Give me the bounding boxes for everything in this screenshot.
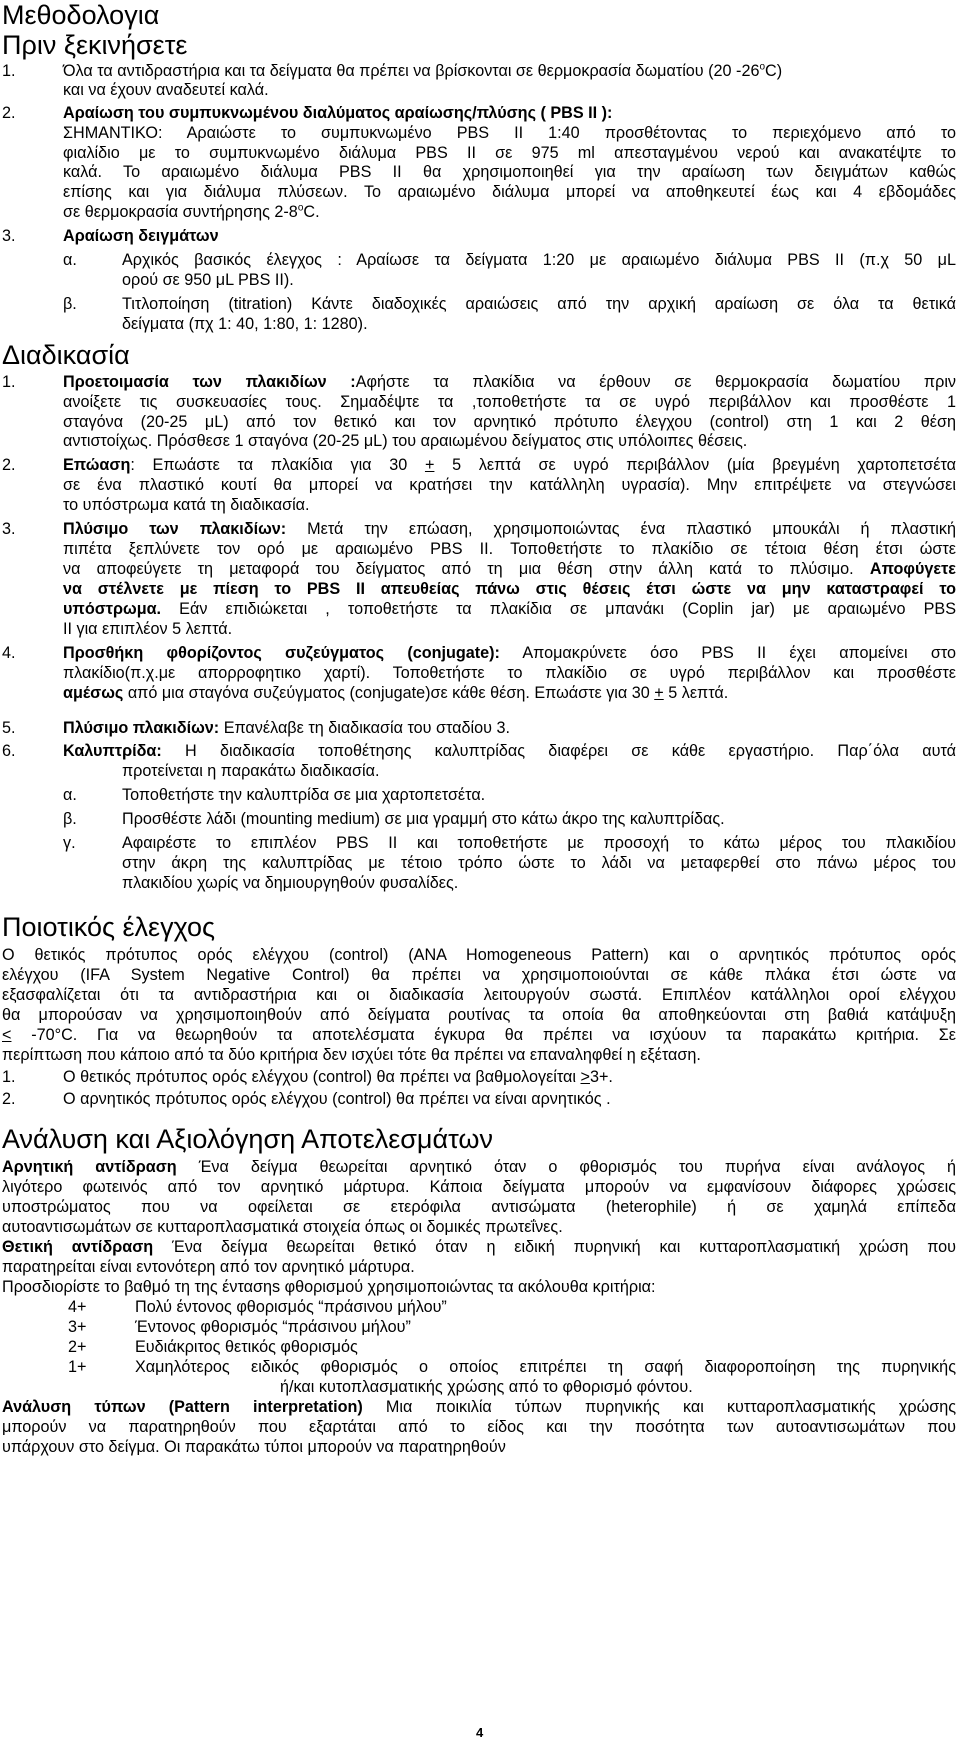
item3b-line1: Τιτλοποίηση (titration) Κάντε διαδοχικές αραιώσεις από την αρχική αραίωση σε όλα τα θετικά	[122, 295, 956, 313]
step3-line2: πιπέτα ξεπλύνετε τον ορό με αραιωμένο PBS II. Τοποθετήστε το πλακίδιο σε τέτοια θέση έτσι ώστε	[63, 540, 956, 558]
step2-line3: το υπόστρωμα κατά τη διαδικασία.	[63, 496, 310, 514]
item1-line2: και να έχουν αναδευτεί καλά.	[63, 81, 269, 99]
quality-line5: < -70°C. Για να θεωρηθούν τα αποτελέσματα έγκυρα θα πρέπει να ισχύουν τα παρακάτω κριτήρια. Σε	[2, 1026, 956, 1044]
step4-line1: Προσθήκη φθορίζοντος συζεύγματος (conjugate): Απομακρύνετε όσο PBS II έχει απομείνει στο	[63, 644, 956, 662]
negative-line2: λιγότερο φωτεινός από τον αρνητικό μάρτυρα. Κάποια δείγματα μπορούν να εμφανίσουν διάφορες χρώσεις	[2, 1178, 956, 1196]
analysis-title: Ανάλυση και Αξιολόγηση Αποτελεσμάτων	[2, 1124, 493, 1154]
step-number: 5.	[2, 719, 16, 737]
grade-label: 3+	[68, 1318, 87, 1336]
grade-4-text: Πολύ έντονος φθορισμός “πράσινου μήλου”	[135, 1298, 447, 1316]
step1-line2: ανοίξετε τις συσκευασίες τους. Σημαδέψτε τα ,τοποθετήστε τα σε υγρό περιβάλλον και προσθέστε 1	[63, 393, 956, 411]
quality-line2: ελέγχου (IFA System Negative Control) θα πρέπει να χρησιμοποιούνται σε κάθε πλάκα έτσι ώστε να	[2, 966, 956, 984]
step-number: 1.	[2, 373, 16, 391]
pattern-line3: υπάρχουν στο δείγμα. Οι παρακάτω τύποι μπορούν να παρατηρηθούν	[2, 1438, 506, 1456]
item3-title: Αραίωση δειγμάτων	[63, 227, 219, 245]
item2-line5: σε θερμοκρασία συντήρησης 2-8$^o$C.	[63, 202, 320, 221]
before-start-heading: Πριν ξεκινήσετε	[2, 30, 188, 60]
step5-line1: Πλύσιμο πλακιδίων: Επανέλαβε τη διαδικασία του σταδίου 3.	[63, 719, 510, 737]
step6-line2: προτείνεται η παρακάτω διαδικασία.	[122, 762, 380, 780]
step-number: 3.	[2, 520, 16, 538]
step3-line4: να στέλνετε με πίεση το PBS II απευθείας πάνω στις θέσεις έτσι ώστε να μην καταστραφεί το	[63, 580, 956, 598]
step1-line4: αντιστοίχως. Πρόσθεσε 1 σταγόνα (20-25 μL) του αραιωμένου δείγματος στις υπόλοιπες θέσεις.	[63, 432, 748, 450]
step1-line3: σταγόνα (20-25 μL) από τον θετικό και τον αρνητικό πρότυπο έλεγχου (control) στη 1 και 2 θέση	[63, 413, 956, 431]
item3b-line2: δείγματα (πχ 1: 40, 1:80, 1: 1280).	[122, 315, 368, 333]
quality-title: Ποιοτικός έλεγχος	[2, 912, 216, 942]
subitem-label: β.	[63, 810, 77, 828]
subitem-label: α.	[63, 786, 77, 804]
positive-line1: Θετική αντίδραση Ένα δείγμα θεωρείται θετικό όταν η ειδική πυρηνική και κυτταροπλασματική χρώση που	[2, 1238, 956, 1256]
grade-2-text: Ευδιάκριτος θετικός φθορισμός	[135, 1338, 358, 1356]
item-number: 3.	[2, 227, 16, 245]
step6b-line1: Προσθέστε λάδι (mounting medium) σε μια γραμμή στο κάτω άκρο της καλυπτρίδας.	[122, 810, 725, 828]
quality-line4: θα μπορούσαν να χρησιμοποιηθούν από δείγματα ρουτίνας τα οποία θα αποθηκεύονται στη βαθιά κατάψυξη	[2, 1006, 956, 1024]
grading-intro: Προσδιορίστε το βαθμό τη της έντασηs φθορισμού χρησιμοποιώντας τα ακόλουθα κριτήρια:	[2, 1278, 656, 1296]
step6g-line3: πλακιδίου χωρίς να δημιουργηθούν φυσαλίδες.	[122, 874, 459, 892]
grade-1-line2: ή/και κυτοπλασματικής χρώσης από το φθορισμό φόντου.	[280, 1378, 693, 1396]
criterion-number: 2.	[2, 1090, 16, 1108]
step6a-line1: Τοποθετήστε την καλυπτρίδα σε μια χαρτοπετσέτα.	[122, 786, 486, 804]
grade-3-text: Έντονος φθορισμός “πράσινου μήλου”	[135, 1318, 411, 1336]
pattern-line2: μπορούν να παρατηρηθούν που εξαρτάται από το είδος και την ποσότητα των αυτοαντισωμάτων που	[2, 1418, 956, 1436]
subitem-label: β.	[63, 295, 77, 313]
step2-line2: σε ένα πλαστικό κουτί θα μπορεί να κρατήσει την κατάλληλη υγρασία). Μην επιτρέψετε να στεγνώσει	[63, 476, 956, 494]
step1-line1: Προετοιμασία των πλακιδίων :Αφήστε τα πλακίδια να έρθουν σε θερμοκρασία δωματίου πριν	[63, 373, 957, 391]
negative-line1: Αρνητική αντίδραση Ένα δείγμα θεωρείται αρνητικό όταν ο φθορισμός του πυρήνα είναι ανάλογος ή	[2, 1158, 956, 1176]
item2-line1: ΣΗΜΑΝΤΙΚΟ: Αραιώστε το συμπυκνωμένο PBS II 1:40 προσθέτοντας το περιεχόμενο από το	[63, 124, 956, 142]
criterion-2: Ο αρνητικός πρότυπος ορός ελέγχου (control) θα πρέπει να είναι αρνητικός .	[63, 1090, 611, 1108]
step2-line1: Επώαση: Επωάστε τα πλακίδια για 30 + 5 λεπτά σε υγρό περιβάλλον (μία βρεγμένη χαρτοπετσέτα	[63, 456, 957, 474]
item3a-line1: Αρχικός βασικός έλεγχος : Αραίωσε τα δείγματα 1:20 με αραιωμένο διάλυμα PBS II (π.χ 50 μL	[122, 251, 956, 269]
item2-line2: φιαλίδιο με το συμπυκνωμένο διάλυμα PBS II σε 975 ml απεσταγμένου νερού και ανακατέψτε το	[63, 144, 956, 162]
item-number: 2.	[2, 104, 16, 122]
page-number: 4	[476, 1725, 484, 1740]
pattern-line1: Ανάλυση τύπων (Pattern interpretation) Μια ποικιλία τύπων πυρηνικής και κυτταροπλασματικής χρώσης	[2, 1398, 957, 1416]
step6-line1: Καλυπτρίδα: Η διαδικασία τοποθέτησης καλυπτρίδας διαφέρει σε κάθε εργαστήριο. Παρ΄όλα αυτά	[63, 742, 956, 760]
step4-line2: πλακίδιο(π.χ.με απορροφητικο χαρτί). Τοποθετήστε το πλακίδιο σε υγρό περιβάλλον και προσθέστε	[63, 664, 956, 682]
step4-line3: αμέσως από μια σταγόνα συζεύγματος (conjugate)σε κάθε θέση. Επωάστε για 30 + 5 λεπτά.	[63, 684, 729, 702]
item1-line1: Όλα τα αντιδραστήρια και τα δείγματα θα πρέπει να βρίσκονται σε θερμοκρασία δωματίου (20 -26$^o$C)	[63, 61, 783, 80]
step-number: 6.	[2, 742, 16, 760]
step3-line5: υπόστρωμα. Εάν επιδιώκεται , τοποθετήστε τα πλακίδια σε μπανάκι (Coplin jar) με αραιωμένο PBS	[63, 600, 956, 618]
step-number: 2.	[2, 456, 16, 474]
item2-line3: καλά. Το αραιωμένο διάλυμα PBS II θα χρησιμοποιηθεί για την αραίωση των δειγμάτων καθώς	[63, 163, 956, 181]
quality-line6: περίπτωση που κάποιο από τα δύο κριτήρια δεν ισχύει τότε θα πρέπει να επαναληφθεί η εξέταση.	[2, 1046, 701, 1064]
item3a-line2: ορού σε 950 μL PBS II).	[122, 271, 294, 289]
subitem-label: γ.	[63, 834, 76, 852]
quality-line3: εξασφαλίζεται ότι τα αντιδραστήρια και οι διαδικασία λειτουργούν σωστά. Επιπλέον κατάλληλοι οροί ελέγχου	[2, 986, 956, 1004]
subitem-label: α.	[63, 251, 77, 269]
criterion-number: 1.	[2, 1068, 16, 1086]
negative-line4: αυτοαντισωμάτων σε κυτταροπλασματικά στοιχεία όπως οι δομικές πρωτεΐνες.	[2, 1218, 563, 1236]
grade-label: 4+	[68, 1298, 87, 1316]
positive-line2: παρατηρείται είναι εντονότερη από τον αρνητικό μάρτυρα.	[2, 1258, 415, 1276]
step-number: 4.	[2, 644, 16, 662]
criterion-1: Ο θετικός πρότυπος ορός ελέγχου (control) θα πρέπει να βαθμολογείται >3+.	[63, 1068, 613, 1086]
step3-line6: II για επιπλέον 5 λεπτά.	[63, 620, 233, 638]
step3-line3: να αποφεύγετε τη μεταφορά του δείγματος από τη μια θέση στην άλλη κατά το πλύσιμο. Αποφύγετε	[63, 560, 956, 578]
procedure-title: Διαδικασία	[2, 340, 130, 370]
grade-label: 1+	[68, 1358, 87, 1376]
grade-1-line1: Χαμηλότερος ειδικός φθορισμός ο οποίος επιτρέπει τη σαφή διαφοροποίηση της πυρηνικής	[135, 1358, 956, 1376]
grade-label: 2+	[68, 1338, 87, 1356]
item-number: 1.	[2, 62, 16, 80]
negative-line3: υποστρώματος που να οφείλεται σε ετερόφιλα αντισώματα (heterophile) ή σε χαμηλά επίπεδα	[2, 1198, 956, 1216]
item2-line4: επίσης και για διάλυμα πλύσεων. Το αραιωμένο διάλυμα μπορεί να αποθηκευτεί έως και 4 εβδομάδες	[63, 183, 956, 201]
methodology-title: Μεθοδολογια	[2, 0, 160, 30]
item2-title: Αραίωση του συμπυκνωμένου διαλύματος αραίωσης/πλύσης ( PBS II ):	[63, 104, 613, 122]
quality-line1: Ο θετικός πρότυπος ορός ελέγχου (control) (ANA Homogeneous Pattern) και ο αρνητικός πρότυπος ορός	[2, 946, 956, 964]
step3-line1: Πλύσιμο των πλακιδίων: Μετά την επώαση, χρησιμοποιώντας ένα πλαστικό μπουκάλι ή πλαστική	[63, 520, 957, 538]
step6g-line1: Αφαιρέστε το επιπλέον PBS II και τοποθετήστε με προσοχή το κάτω μέρος του πλακιδίου	[122, 834, 956, 852]
step6g-line2: στην άκρη της καλυπτρίδας με τέτοιο τρόπο ώστε το λάδι να μεταφερθεί στο πάνω μέρος του	[122, 854, 956, 872]
